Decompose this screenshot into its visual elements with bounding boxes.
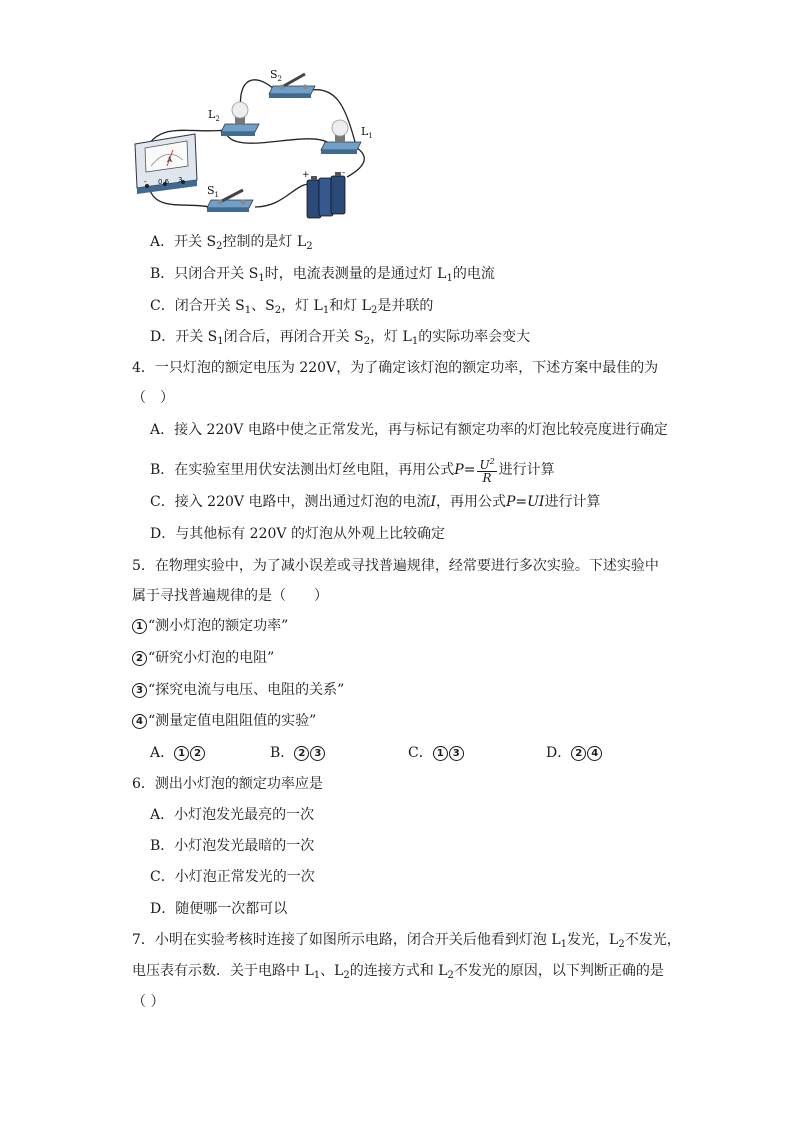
q5-item-2: 2 “研究小灯泡的电阻” [132,648,274,668]
q5-option-c: C． 1 3 [408,743,546,763]
ammeter-minus: - [144,178,147,186]
ammeter-unit: A [167,156,173,164]
q7-stem-line1: 7．小明在实验考核时连接了如图所示电路，闭合开关后他看到灯泡 $L_1$发光，$L_2$不发光， [132,932,681,950]
q3-option-b: B．只闭合开关 $S_1$时，电流表测量的是通过灯 $L_1$的电流 [150,266,495,284]
q7-stem-line2: 电压表有示数．关于电路中 $L_1$、$L_2$的连接方式和 $L_2$不发光的原因，以下判断正确的是 [132,963,664,981]
lamp-l2 [221,102,259,136]
q6-option-a: A．小灯泡发光最亮的一次 [150,807,315,823]
lamp-l1 [321,120,361,154]
q4-option-c: C．接入 220V 电路中，测出通过灯泡的电流I，再用公式P=UI进行计算 [150,494,601,510]
q4-stem-line2: （ ） [132,390,174,406]
q5-item-3: 3 “探究电流与电压、电阻的关系” [132,680,344,700]
q4-option-d: D．与其他标有 220V 的灯泡从外观上比较确定 [150,526,445,542]
formula-fraction: $\frac{U^2}{R}$ [479,457,495,485]
q6-option-d: D．随便哪一次都可以 [150,901,288,917]
label-l2: $L_2$ [208,108,220,123]
ammeter-06: 0.6 [158,178,170,186]
q6-option-c: C．小灯泡正常发光的一次 [150,869,315,885]
label-s1: $S_1$ [207,184,220,199]
circuit-diagram [125,62,385,222]
q5-stem-line2: 属于寻找普遍规律的是（ ） [132,588,328,604]
q5-option-a: A． 1 2 [150,743,270,763]
q3-option-c: C．闭合开关 $S_1$、$S_2$，灯 $L_1$和灯 $L_2$是并联的 [150,298,434,316]
q4-option-b: B．在实验室里用伏安法测出灯丝电阻，再用公式P= $\frac{U^2}{R}$ 进行计算 [150,457,555,485]
q7-stem-line3: （ ） [132,994,165,1010]
q5-option-b: B． 2 3 [270,743,408,763]
battery-minus: - [342,168,346,178]
q6-option-b: B．小灯泡发光最暗的一次 [150,838,315,854]
q4-option-a: A．接入 220V 电路中使之正常发光，再与标记有额定功率的灯泡比较亮度进行确定 [150,422,668,438]
q4-stem-line1: 4．一只灯泡的额定电压为 220V，为了确定该灯泡的额定功率，下述方案中最佳的为 [132,360,659,376]
battery [307,172,345,218]
q5-options [150,743,603,763]
q3-option-d: D．开关 $S_1$闭合后，再闭合开关 $S_2$，灯 $L_1$的实际功率会变大 [150,329,531,347]
q5-item-1: 1 “测小灯泡的额定功率” [132,616,288,636]
q5-stem-line1: 5．在物理实验中，为了减小误差或寻找普遍规律，经常要进行多次实验。下述实验中 [132,558,659,574]
q6-stem: 6．测出小灯泡的额定功率应是 [132,776,323,792]
q5-item-4: 4 “测量定值电阻阻值的实验” [132,711,316,731]
q5-option-d: D． 2 4 [546,743,603,763]
q3-option-a: A．开关 $S_2$控制的是灯 $L_2$ [150,234,313,252]
battery-plus: + [302,170,310,180]
ammeter-3: 3 [178,176,183,184]
label-s2: $S_2$ [270,68,283,83]
label-l1: $L_1$ [361,125,373,140]
